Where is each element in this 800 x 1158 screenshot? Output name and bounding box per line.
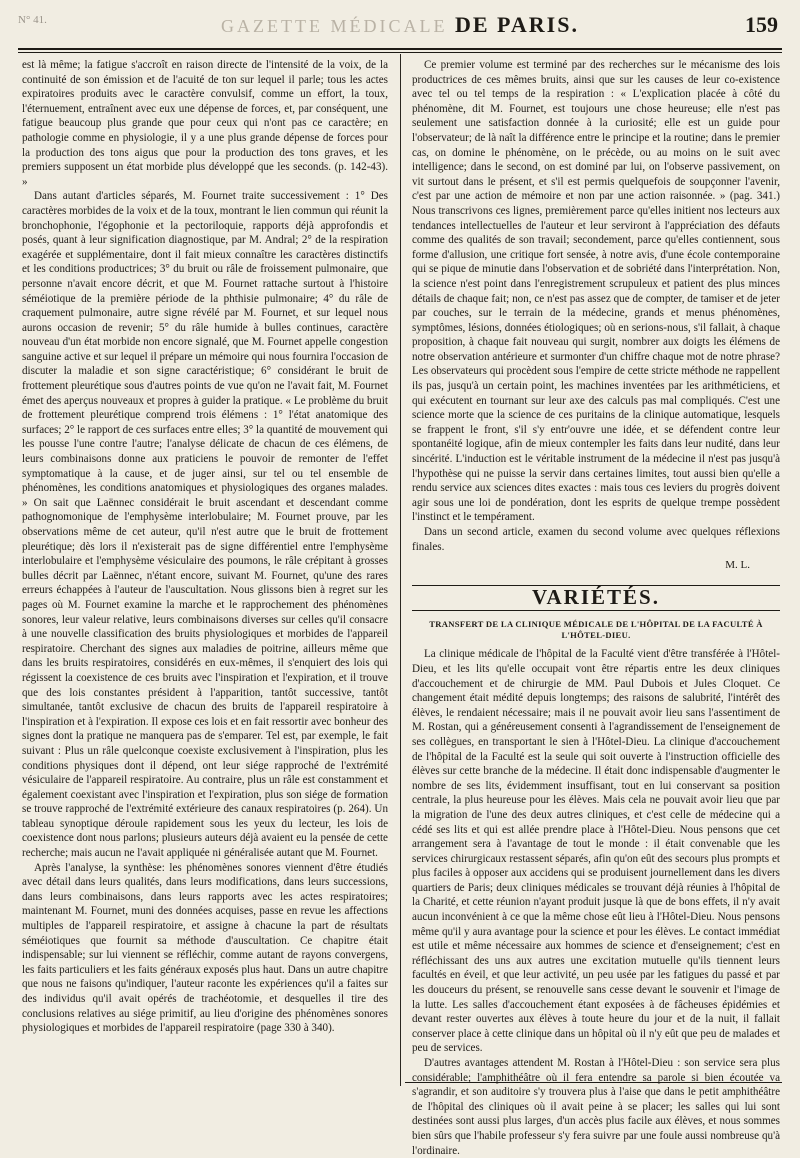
right-paragraph-2: Dans un second article, examen du second volume avec quelques réflexions finales.	[412, 526, 780, 553]
masthead-title	[18, 12, 782, 38]
left-column	[22, 58, 388, 1036]
article-paragraph-1: La clinique médicale de l'hôpital de la Faculté vient d'être transférée à l'Hôtel-Dieu, et les lits qu'elle occupait vont être répartis entre les deux cliniques d'accouchement et de chirurgie de MM. Paul Dubois et Jules Cloquet. Ce changement était médité depuis longtemps; des raisons de salubrité, l'intérêt des élèves, le rendaient nécessaire; mais il ne pouvait avoir lieu sans l'assentiment de M. Rostan, qui a généreusement consenti à l'agrandissement de l'enseignement de ses collègues, en transportant le sien à l'Hôtel-Dieu. La clinique d'accouchement de l'hôpital de la Faculté est la seule qui soit ouverte à l'instruction officielle des élèves sur cette branche de la médecine. Il était donc indispensable d'augmenter le nombre de ses lits, évidemment insuffisant, tout en lui conservant sa position centrale, la plus heureuse pour les élèves. Mais cela ne pouvait avoir lieu que par la migration de l'une des deux autres cliniques, et c'est celle de médecine qui a cédé ses lits et qui est allée prendre place à l'Hôtel-Dieu. Nous pensons que cet arrangement sera à l'avantage de tout le monde : il était convenable que les services chirurgicaux restassent séparés, afin qu'on eût des secours plus prompts et plus faciles à opposer aux accidens qui se produisent journellement dans les divers quartiers de Paris; deux cliniques médicales se trouvant déjà réunies à l'hôpital de la Charité, et cette réunion n'ayant produit jusque là que de bons effets, il n'y avait aucun inconvénient à ce que la même chose eût lieu à l'Hôtel-Dieu. Nous pensons même qu'il y aura avantage pour la science et pour les élèves. Le contact immédiat est utile et même nécessaire aux hommes de science et d'enseignement; c'est en réfléchissant des uns aux autres une excitation mutuelle qu'ils tiennent leurs facultés en éveil, et que leur activité, un peu usée par les fatigues du passé et par les douceurs du présent, se renouvelle sans cesse devant le souvenir et l'image de la lutte. Les salles d'accouchement étant exposées à de fâcheuses épidémies et devant rester ouvertes aux élèves à toute heure du jour et de la nuit, il fallait conserver place à cette clinique dans un hôpital où il n'y eût que peu de malades et peu de services.	[412, 648, 780, 1055]
left-paragraph-3: Après l'analyse, la synthèse: les phénomènes sonores viennent d'être étudiés avec détail dans leurs qualités, dans leurs modifications, dans leurs successions, dans leurs combinaisons, dans leurs rapports avec les actes respiratoires; maintenant M. Fournet, muni des données acquises, passe en revue les affections multiples de l'appareil respiratoire, et assigne à chacune la part de résultats séméiotiques que fournit sa méthode d'auscultation. Ce chapitre était indispensable; sur lui viennent se réfléchir, comme autant de rayons convergens, les faits particuliers et les faits généraux exposés plus haut. Dans un autre chapitre que nous ne faisons qu'indiquer, l'auteur raconte les expériences qu'il a faites sur des individus qu'il avait opérés de trachéotomie, et desquelles il tire des conclusions relatives au siége primitif, au lieu d'origine des phénomènes sonores physiologiques et morbides de l'appareil respiratoire (page 330 à 340).	[22, 861, 388, 1035]
article-heading: TRANSFERT DE LA CLINIQUE MÉDICALE DE L'HÔPITAL DE LA FACULTÉ À L'HÔTEL-DIEU.	[429, 619, 763, 641]
section-rule-bottom	[412, 610, 780, 611]
article-paragraph-2: D'autres avantages attendent M. Rostan à l'Hôtel-Dieu : son service sera plus considérable; l'amphithéâtre où il fera entendre sa parole si bien écoutée va s'agrandir, et son auditoire s'y trouvera plus à l'aise que dans le petit amphithéâtre de l'hôpital des cliniques où il avait peine à se placer; les salles qui lui sont destinées sont aussi plus larges, d'un accès plus facile aux élèves, et nous sommes bien sûrs que l'habile professeur s'y fera suivre par une foule aussi nombreuse qu'à l'ordinaire.	[412, 1057, 780, 1157]
left-paragraph-2: Dans autant d'articles séparés, M. Fournet traite successivement : 1° Des caractères morbides de la voix et de la toux, montrant le lien commun qui réunit la bronchophonie, l'égophonie et la pectoriloquie, rapports déjà approfondis et posés, quant à leur signification diagnostique, par M. Andral; 2° de la respiration exagérée et supplémentaire, dont il fait mieux connaître les caractères distinctifs et les conditions productrices; 3° du bruit ou râle de froissement pulmonaire, que personne n'avait encore décrit, et que M. Fournet rattache surtout à l'histoire séméiotique de la première période de la phthisie pulmonaire; 4° du râle de craquement pulmonaire, autre signe révélé par M. Fournet, et sur lequel nous aurons occasion de revenir; 5° du râle humide à bulles continues, caractère nouveau d'un état morbide non encore signalé, que M. Fournet appelle congestion sanguine active et sur lequel il prépare un mémoire qui nous fournira l'occasion de discuter la maladie et son signe caractéristique; 6° considérant le bruit de frottement pleurétique sous d'autres points de vue qu'on ne l'avait fait, M. Fournet émet des aperçus nouveaux et propres à guider la pratique. « Le problème du bruit de frottement pleurétique comprend trois élémens : 1° l'état anatomique des surfaces; 2° le rapport de ces surfaces entre elles; 3° la quantité de mouvement qui les pousse l'une contre l'autre; l'analyse délicate de chacun de ces élémens, de leurs combinaisons donne aux praticiens le pouvoir de remonter de l'effet symptomatique à la cause, et de juger ainsi, sur tel ou tel ensemble de phénomènes, les conditions anatomiques et physiologiques des organes malades. » On sait que Laënnec considérait le bruit ascendant et descendant comme pathognomonique de l'emphysème interlobulaire; M. Fournet prouve, par les observations même de cet auteur, qu'il n'est autre que le bruit de frottement pleurétique; dès lors il n'existerait pas de signe différentiel entre l'emphysème interlobulaire et l'emphysème vésiculaire des poumons, le râle crépitant à grosses bulles décrit par Laënnec, n'étant encore, suivant M. Fournet, qu'une des rares erreurs échappées à l'auteur de l'auscultation. Nous glissons bien à regret sur les pages où M. Fournet examine la marche et le rapprochement des phénomènes sonores, leur valeur relative, leurs combinaisons diverses sur celles qu'il consacre à une nouvelle classification des bruits physiologiques et morbides de l'appareil respiratoire. Cherchant des signes aux maladies de poitrine, ailleurs même que dans les bruits respiratoires, considérés en eux-mêmes, il s'enquiert des lois qui régissent la coexistence de ces bruits avec l'inspiration et l'expiration, et il trouve que des lois constantes président à l'apparition, tantôt successive, tantôt simultanée, tantôt exclusive de chacun des bruits de l'appareil respiratoire à l'inspiration et à l'expiration. Il expose ces lois et en fait ressortir avec bonheur des signes dont la pratique ne manquera pas de s'emparer. Tel est, par exemple, le fait suivant : Plus un râle quelconque coexiste exclusivement à l'inspiration, plus les conditions physiques dont il dépend, ont leur siége rapproché de l'extrémité vésiculaire de l'appareil respiratoire. Au contraire, plus un râle est constamment et également coexistant avec l'inspiration et l'expiration, plus son siége de formation se trouve rapproché de l'extrémité extérieure des canaux respiratoires (p. 264). Un tableau synoptique déroule rapidement sous les yeux du lecteur, les lois de coexistence dont nous parlons; plusieurs auteurs déjà avaient eu la pensée de cette recherche; mais aucun ne l'avait appliquée ni généralisée autant que M. Fournet.	[22, 190, 388, 860]
right-column	[412, 58, 780, 1158]
right-paragraph-1: Ce premier volume est terminé par des recherches sur le mécanisme des lois productrices de ces mêmes bruits, ainsi que sur les causes de leur co-existence avec tel ou tel temps de la respiration : « L'explication placée à côté du phénomène, dit M. Fournet, est toujours une chose heureuse; elle n'est pas seulement une satisfaction donnée à la curiosité; elle est un guide pour l'observateur; de là naît la différence entre le principe et la routine; dans le premier cas, on domine le phénomène, on le précède, ou au moins on le suit avec intelligence; dans le second, on est dominé par lui, on l'observe passivement, on vit surtout dans le présent, et s'il est permis quelquefois de soupçonner l'avenir, c'est par une action de mémoire et non par une action raisonnée. » (pag. 341.) Nous transcrivons ces lignes, premièrement parce qu'elles initient nos lecteurs aux tendances intellectuelles de l'auteur et leur serviront à l'appréciation des défauts comme des qualités de son travail; secondement, parce qu'elles contiennent, sous forme d'allusion, une critique fort sensée, à notre avis, d'une école contemporaine qui se pique de minutie dans l'observation et de sobriété dans l'interprétation. Non, la science n'est point dans l'enregistrement scrupuleux et patient des plus minces détails de chaque fait; non, ce n'est pas assez que de compter, de tamiser et de jeter par couches, sur le terrain de la médecine, grands et menus phénomènes, symptômes, lésions, données étiologiques; où en serions-nous, s'il fallait, à chaque proposition, à chaque fait nouveau qui surgit, nombrer aux doigts les élémens de notre observation antérieure et surmonter d'un chiffre chaque mot de notre phrase? Les observateurs qui procèdent sous l'empire de cette stricte méthode ne rappellent ils pas, jusqu'à un certain point, les machines inventées par les arithméticiens, et qui exécutent en tournant sur leur axe des calculs pas mal compliqués. C'est une science morte que la science de ces puritains de la clinique automatique, lesquels se frappent le front, s'il s'y entr'ouvre une idée, et se défendent contre leur spontanéité logique, afin de mieux contempler les faits dans leur nudité, dans leur sincérité. L'induction est le véritable instrument de la médecine il n'est pas jusqu'à l'hypothèse qui ne puisse la servir dans certaines limites, tout aussi bien qu'elle a rendu service aux sciences dites exactes : mais tous ces leviers du progrès doivent agir sous une loi de pondération, dont les esprits de quelque trempe possèdent l'instinct et le tempérament.	[412, 59, 780, 524]
page-number: 159	[745, 12, 778, 37]
masthead-main: DE PARIS.	[455, 12, 579, 37]
issue-number: N° 41.	[18, 14, 47, 26]
section-title: VARIÉTÉS.	[532, 584, 660, 609]
header-rule-thin	[18, 52, 782, 53]
author-signature: M. L.	[725, 559, 750, 572]
page-header	[18, 8, 782, 48]
column-divider	[400, 54, 401, 1086]
header-rule	[18, 48, 782, 50]
left-paragraph-1: est là même; la fatigue s'accroît en raison directe de l'intensité de la voix, de la continuité de son émission et de l'acuité de ton sur lequel il parle; tous les actes expiratoires produits avec le caractère convulsif, comme un effort, la toux, l'éternuement, entraînent avec eux une dépense de forces, et, par conséquent, une fatigue beaucoup plus grande que pour ceux qui n'ont pas ce caractère; en pathologie comme en physiologie, il y a une plus grande dépense de forces pour la production des tons aigus que pour la production des tons graves, et les premiers supposent un état morbide plus développé que les seconds. (p. 142-43). »	[22, 59, 388, 188]
masthead-ghost: GAZETTE MÉDICALE	[221, 16, 448, 36]
bottom-rule	[405, 1082, 782, 1083]
